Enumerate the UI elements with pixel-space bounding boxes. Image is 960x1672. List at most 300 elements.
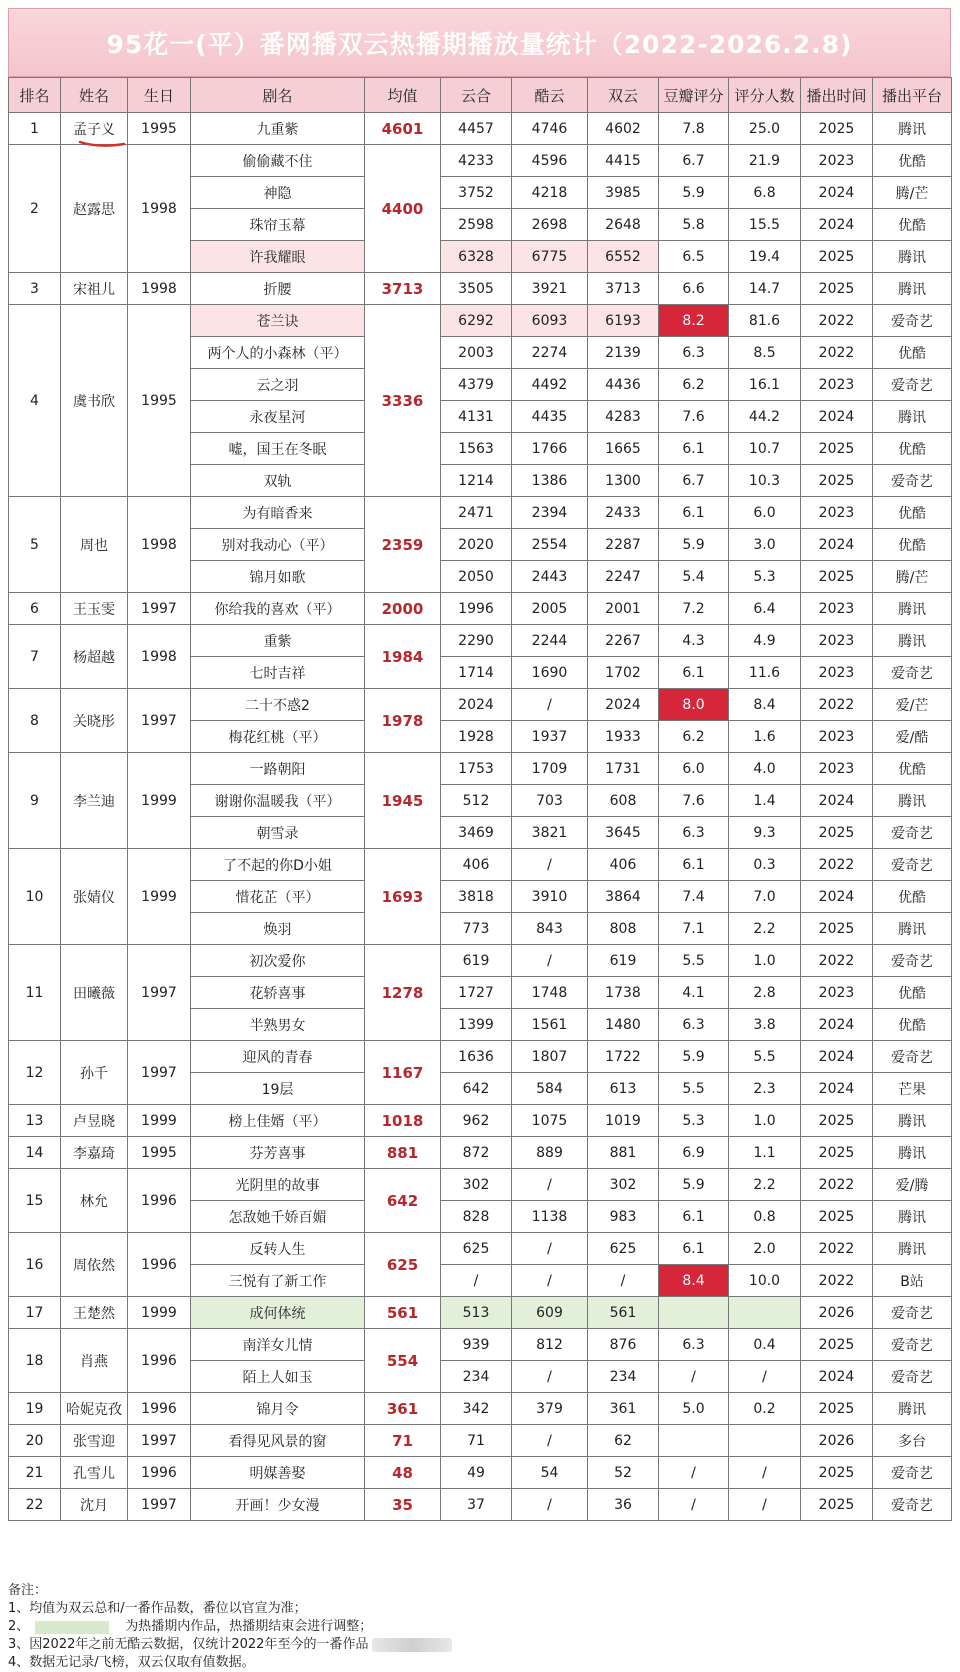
shuangyun-cell: 2001 bbox=[588, 593, 659, 625]
kuyun-cell: 1709 bbox=[512, 753, 588, 785]
kuyun-cell: 2443 bbox=[512, 561, 588, 593]
platform-cell: 优酷 bbox=[873, 497, 952, 529]
kuyun-cell: / bbox=[512, 849, 588, 881]
air-year-cell: 2025 bbox=[801, 433, 873, 465]
platform-cell: 爱奇艺 bbox=[873, 945, 952, 977]
shuangyun-cell: 1933 bbox=[588, 721, 659, 753]
douban-score-cell: 6.1 bbox=[659, 1201, 729, 1233]
drama-title-cell: 七时吉祥 bbox=[191, 657, 365, 689]
raters-cell: 5.5 bbox=[729, 1041, 801, 1073]
douban-score-cell: / bbox=[659, 1489, 729, 1521]
kuyun-cell: 4435 bbox=[512, 401, 588, 433]
average-cell: 71 bbox=[365, 1425, 441, 1457]
table-row bbox=[9, 305, 952, 337]
kuyun-cell: 2554 bbox=[512, 529, 588, 561]
kuyun-cell: 6093 bbox=[512, 305, 588, 337]
rank-cell: 1 bbox=[9, 113, 61, 145]
note-2-text: 为热播期内作品，热播期结束会进行调整； bbox=[125, 1619, 373, 1634]
douban-score-cell: 5.4 bbox=[659, 561, 729, 593]
kuyun-cell: / bbox=[512, 1361, 588, 1393]
douban-score-cell: 6.1 bbox=[659, 1233, 729, 1265]
douban-score-cell: 6.3 bbox=[659, 817, 729, 849]
average-cell: 881 bbox=[365, 1137, 441, 1169]
air-year-cell: 2024 bbox=[801, 785, 873, 817]
stats-sheet bbox=[8, 8, 951, 1670]
air-year-cell: 2025 bbox=[801, 1201, 873, 1233]
shuangyun-cell: 4415 bbox=[588, 145, 659, 177]
platform-cell: B站 bbox=[873, 1265, 952, 1297]
raters-cell: 14.7 bbox=[729, 273, 801, 305]
platform-cell: 爱奇艺 bbox=[873, 465, 952, 497]
air-year-cell: 2023 bbox=[801, 721, 873, 753]
header-name: 姓名 bbox=[61, 78, 128, 113]
shuangyun-cell: 406 bbox=[588, 849, 659, 881]
birth-year-cell: 1996 bbox=[128, 1393, 191, 1425]
rank-cell: 11 bbox=[9, 945, 61, 1041]
drama-title-cell: 偷偷藏不住 bbox=[191, 145, 365, 177]
air-year-cell: 2022 bbox=[801, 849, 873, 881]
platform-cell: 腾讯 bbox=[873, 1137, 952, 1169]
actress-name-cell: 孙千 bbox=[61, 1041, 128, 1105]
yunhe-cell: 1714 bbox=[441, 657, 512, 689]
drama-title-cell: 看得见风景的窗 bbox=[191, 1425, 365, 1457]
note-1: 1、均值为双云总和/一番作品数，番位以官宣为准； bbox=[8, 1601, 307, 1616]
header-raters: 评分人数 bbox=[729, 78, 801, 113]
raters-cell: 2.0 bbox=[729, 1233, 801, 1265]
kuyun-cell: 4492 bbox=[512, 369, 588, 401]
platform-cell: 爱奇艺 bbox=[873, 817, 952, 849]
birth-year-cell: 1996 bbox=[128, 1457, 191, 1489]
douban-score-cell: 6.7 bbox=[659, 145, 729, 177]
drama-title-cell: 梅花红桃（平） bbox=[191, 721, 365, 753]
shuangyun-cell: 3864 bbox=[588, 881, 659, 913]
yunhe-cell: 49 bbox=[441, 1457, 512, 1489]
raters-cell: 81.6 bbox=[729, 305, 801, 337]
actress-name-cell: 林允 bbox=[61, 1169, 128, 1233]
platform-cell: 优酷 bbox=[873, 1009, 952, 1041]
yunhe-cell: 406 bbox=[441, 849, 512, 881]
average-cell: 35 bbox=[365, 1489, 441, 1521]
shuangyun-cell: 613 bbox=[588, 1073, 659, 1105]
raters-cell: 6.8 bbox=[729, 177, 801, 209]
kuyun-cell: 1386 bbox=[512, 465, 588, 497]
drama-title-cell: 谢谢你温暖我（平） bbox=[191, 785, 365, 817]
rank-cell: 7 bbox=[9, 625, 61, 689]
douban-score-cell: 7.4 bbox=[659, 881, 729, 913]
air-year-cell: 2024 bbox=[801, 209, 873, 241]
douban-score-cell: 6.3 bbox=[659, 1329, 729, 1361]
yunhe-cell: 1563 bbox=[441, 433, 512, 465]
shuangyun-cell: 62 bbox=[588, 1425, 659, 1457]
air-year-cell: 2025 bbox=[801, 561, 873, 593]
shuangyun-cell: 876 bbox=[588, 1329, 659, 1361]
shuangyun-cell: 2024 bbox=[588, 689, 659, 721]
douban-score-cell: 5.9 bbox=[659, 177, 729, 209]
table-row bbox=[9, 753, 952, 785]
drama-title-cell: 二十不惑2 bbox=[191, 689, 365, 721]
raters-cell: 0.4 bbox=[729, 1329, 801, 1361]
drama-title-cell: 九重紫 bbox=[191, 113, 365, 145]
yunhe-cell: 512 bbox=[441, 785, 512, 817]
douban-score-cell: 8.4 bbox=[659, 1265, 729, 1297]
drama-title-cell: 陌上人如玉 bbox=[191, 1361, 365, 1393]
air-year-cell: 2022 bbox=[801, 305, 873, 337]
raters-cell: 3.8 bbox=[729, 1009, 801, 1041]
platform-cell: 腾/芒 bbox=[873, 177, 952, 209]
note-2-prefix: 2、 bbox=[8, 1619, 30, 1634]
douban-score-cell: 6.3 bbox=[659, 337, 729, 369]
air-year-cell: 2024 bbox=[801, 401, 873, 433]
raters-cell: 2.2 bbox=[729, 913, 801, 945]
douban-score-cell: 6.0 bbox=[659, 753, 729, 785]
kuyun-cell: 1138 bbox=[512, 1201, 588, 1233]
raters-cell: 10.7 bbox=[729, 433, 801, 465]
shuangyun-cell: 1722 bbox=[588, 1041, 659, 1073]
birth-year-cell: 1998 bbox=[128, 625, 191, 689]
shuangyun-cell: 2267 bbox=[588, 625, 659, 657]
kuyun-cell: 4596 bbox=[512, 145, 588, 177]
platform-cell: 多台 bbox=[873, 1425, 952, 1457]
drama-title-cell: 初次爱你 bbox=[191, 945, 365, 977]
rank-cell: 22 bbox=[9, 1489, 61, 1521]
air-year-cell: 2024 bbox=[801, 177, 873, 209]
kuyun-cell: / bbox=[512, 689, 588, 721]
rank-cell: 6 bbox=[9, 593, 61, 625]
air-year-cell: 2025 bbox=[801, 1105, 873, 1137]
kuyun-cell: 4746 bbox=[512, 113, 588, 145]
name-underline-mark bbox=[78, 136, 126, 150]
kuyun-cell: 379 bbox=[512, 1393, 588, 1425]
shuangyun-cell: 1702 bbox=[588, 657, 659, 689]
raters-cell: 2.8 bbox=[729, 977, 801, 1009]
air-year-cell: 2022 bbox=[801, 1233, 873, 1265]
platform-cell: 优酷 bbox=[873, 209, 952, 241]
raters-cell: / bbox=[729, 1361, 801, 1393]
table-row bbox=[9, 1105, 952, 1137]
platform-cell: 优酷 bbox=[873, 337, 952, 369]
shuangyun-cell: 2648 bbox=[588, 209, 659, 241]
birth-year-cell: 1995 bbox=[128, 113, 191, 145]
actress-name-cell: 孔雪儿 bbox=[61, 1457, 128, 1489]
raters-cell: 6.4 bbox=[729, 593, 801, 625]
kuyun-cell: / bbox=[512, 1425, 588, 1457]
shuangyun-cell: 2433 bbox=[588, 497, 659, 529]
drama-title-cell: 珠帘玉幕 bbox=[191, 209, 365, 241]
drama-title-cell: 锦月如歌 bbox=[191, 561, 365, 593]
yunhe-cell: 4233 bbox=[441, 145, 512, 177]
kuyun-cell: 609 bbox=[512, 1297, 588, 1329]
birth-year-cell: 1997 bbox=[128, 945, 191, 1041]
yunhe-cell: 962 bbox=[441, 1105, 512, 1137]
drama-title-cell: 榜上佳婿（平） bbox=[191, 1105, 365, 1137]
yunhe-cell: 342 bbox=[441, 1393, 512, 1425]
platform-cell: 爱/腾 bbox=[873, 1169, 952, 1201]
yunhe-cell: 828 bbox=[441, 1201, 512, 1233]
raters-cell: 9.3 bbox=[729, 817, 801, 849]
yunhe-cell: 2020 bbox=[441, 529, 512, 561]
air-year-cell: 2023 bbox=[801, 497, 873, 529]
average-cell: 1278 bbox=[365, 945, 441, 1041]
note-2 bbox=[8, 1618, 951, 1636]
raters-cell: 10.0 bbox=[729, 1265, 801, 1297]
douban-score-cell: 6.1 bbox=[659, 497, 729, 529]
air-year-cell: 2023 bbox=[801, 977, 873, 1009]
birth-year-cell: 1998 bbox=[128, 273, 191, 305]
kuyun-cell: 843 bbox=[512, 913, 588, 945]
watermark-blur bbox=[372, 1638, 452, 1652]
yunhe-cell: 773 bbox=[441, 913, 512, 945]
kuyun-cell: 3821 bbox=[512, 817, 588, 849]
rank-cell: 16 bbox=[9, 1233, 61, 1297]
raters-cell: 1.4 bbox=[729, 785, 801, 817]
douban-score-cell: 8.0 bbox=[659, 689, 729, 721]
drama-title-cell: 花轿喜事 bbox=[191, 977, 365, 1009]
rank-cell: 20 bbox=[9, 1425, 61, 1457]
raters-cell: 25.0 bbox=[729, 113, 801, 145]
drama-title-cell: 嘘，国王在冬眠 bbox=[191, 433, 365, 465]
drama-title-cell: 明媒善娶 bbox=[191, 1457, 365, 1489]
kuyun-cell: 3910 bbox=[512, 881, 588, 913]
shuangyun-cell: 2287 bbox=[588, 529, 659, 561]
birth-year-cell: 1996 bbox=[128, 1233, 191, 1297]
air-year-cell: 2025 bbox=[801, 913, 873, 945]
average-cell: 1693 bbox=[365, 849, 441, 945]
birth-year-cell: 1997 bbox=[128, 1041, 191, 1105]
rank-cell: 5 bbox=[9, 497, 61, 593]
rank-cell: 17 bbox=[9, 1297, 61, 1329]
average-cell: 1945 bbox=[365, 753, 441, 849]
rank-cell: 14 bbox=[9, 1137, 61, 1169]
table-row bbox=[9, 1393, 952, 1425]
platform-cell: 爱奇艺 bbox=[873, 1457, 952, 1489]
table-row bbox=[9, 1457, 952, 1489]
actress-name-cell: 张雪迎 bbox=[61, 1425, 128, 1457]
platform-cell: 爱奇艺 bbox=[873, 369, 952, 401]
kuyun-cell: 6775 bbox=[512, 241, 588, 273]
air-year-cell: 2026 bbox=[801, 1425, 873, 1457]
average-cell: 4400 bbox=[365, 145, 441, 273]
platform-cell: 爱奇艺 bbox=[873, 657, 952, 689]
actress-name-cell: 田曦薇 bbox=[61, 945, 128, 1041]
platform-cell: 腾讯 bbox=[873, 401, 952, 433]
douban-score-cell: 5.9 bbox=[659, 529, 729, 561]
actress-name-cell: 张婧仪 bbox=[61, 849, 128, 945]
shuangyun-cell: 1731 bbox=[588, 753, 659, 785]
drama-title-cell: 芬芳喜事 bbox=[191, 1137, 365, 1169]
raters-cell: 5.3 bbox=[729, 561, 801, 593]
notes-section bbox=[8, 1582, 951, 1672]
platform-cell: 优酷 bbox=[873, 529, 952, 561]
table-row bbox=[9, 113, 952, 145]
platform-cell: 腾讯 bbox=[873, 1393, 952, 1425]
shuangyun-cell: 3985 bbox=[588, 177, 659, 209]
douban-score-cell bbox=[659, 1425, 729, 1457]
douban-score-cell: 6.9 bbox=[659, 1137, 729, 1169]
drama-title-cell: 苍兰诀 bbox=[191, 305, 365, 337]
yunhe-cell: 4379 bbox=[441, 369, 512, 401]
average-cell: 48 bbox=[365, 1457, 441, 1489]
shuangyun-cell: 52 bbox=[588, 1457, 659, 1489]
air-year-cell: 2023 bbox=[801, 657, 873, 689]
air-year-cell: 2025 bbox=[801, 273, 873, 305]
drama-title-cell: 两个人的小森林（平） bbox=[191, 337, 365, 369]
rank-cell: 18 bbox=[9, 1329, 61, 1393]
drama-title-cell: 三悦有了新工作 bbox=[191, 1265, 365, 1297]
average-cell: 4601 bbox=[365, 113, 441, 145]
rank-cell: 12 bbox=[9, 1041, 61, 1105]
raters-cell: / bbox=[729, 1489, 801, 1521]
air-year-cell: 2022 bbox=[801, 337, 873, 369]
douban-score-cell: 6.2 bbox=[659, 369, 729, 401]
kuyun-cell: 1748 bbox=[512, 977, 588, 1009]
douban-score-cell: 7.1 bbox=[659, 913, 729, 945]
air-year-cell: 2025 bbox=[801, 1329, 873, 1361]
air-year-cell: 2024 bbox=[801, 529, 873, 561]
table-row bbox=[9, 593, 952, 625]
table-row bbox=[9, 625, 952, 657]
raters-cell: 0.3 bbox=[729, 849, 801, 881]
shuangyun-cell: 2247 bbox=[588, 561, 659, 593]
raters-cell: 1.0 bbox=[729, 945, 801, 977]
header-rank: 排名 bbox=[9, 78, 61, 113]
shuangyun-cell: 808 bbox=[588, 913, 659, 945]
douban-score-cell: 6.3 bbox=[659, 1009, 729, 1041]
yunhe-cell: 2003 bbox=[441, 337, 512, 369]
kuyun-cell: 1937 bbox=[512, 721, 588, 753]
platform-cell: 爱奇艺 bbox=[873, 1041, 952, 1073]
birth-year-cell: 1997 bbox=[128, 1425, 191, 1457]
shuangyun-cell: 608 bbox=[588, 785, 659, 817]
birth-year-cell: 1998 bbox=[128, 145, 191, 273]
raters-cell: 6.0 bbox=[729, 497, 801, 529]
raters-cell: 2.2 bbox=[729, 1169, 801, 1201]
air-year-cell: 2024 bbox=[801, 1073, 873, 1105]
average-cell: 1984 bbox=[365, 625, 441, 689]
birth-year-cell: 1995 bbox=[128, 305, 191, 497]
shuangyun-cell: 1738 bbox=[588, 977, 659, 1009]
yunhe-cell: 3818 bbox=[441, 881, 512, 913]
rank-cell: 15 bbox=[9, 1169, 61, 1233]
drama-title-cell: 半熟男女 bbox=[191, 1009, 365, 1041]
yunhe-cell: 6292 bbox=[441, 305, 512, 337]
rank-cell: 9 bbox=[9, 753, 61, 849]
actress-name-cell: 沈月 bbox=[61, 1489, 128, 1521]
yunhe-cell: 6328 bbox=[441, 241, 512, 273]
yunhe-cell: 71 bbox=[441, 1425, 512, 1457]
birth-year-cell: 1997 bbox=[128, 689, 191, 753]
header-air-year: 播出时间 bbox=[801, 78, 873, 113]
drama-title-cell: 迎风的青春 bbox=[191, 1041, 365, 1073]
kuyun-cell: 584 bbox=[512, 1073, 588, 1105]
yunhe-cell: 1928 bbox=[441, 721, 512, 753]
actress-name-cell: 虞书欣 bbox=[61, 305, 128, 497]
shuangyun-cell: 619 bbox=[588, 945, 659, 977]
raters-cell bbox=[729, 1425, 801, 1457]
douban-score-cell: 7.8 bbox=[659, 113, 729, 145]
platform-cell: 腾/芒 bbox=[873, 561, 952, 593]
yunhe-cell: 234 bbox=[441, 1361, 512, 1393]
platform-cell: 腾讯 bbox=[873, 913, 952, 945]
shuangyun-cell: 1300 bbox=[588, 465, 659, 497]
air-year-cell: 2023 bbox=[801, 369, 873, 401]
air-year-cell: 2024 bbox=[801, 1361, 873, 1393]
drama-title-cell: 折腰 bbox=[191, 273, 365, 305]
actress-name-cell: 哈妮克孜 bbox=[61, 1393, 128, 1425]
kuyun-cell: 2274 bbox=[512, 337, 588, 369]
birth-year-cell: 1997 bbox=[128, 1489, 191, 1521]
air-year-cell: 2022 bbox=[801, 1265, 873, 1297]
douban-score-cell bbox=[659, 1297, 729, 1329]
douban-score-cell: 5.0 bbox=[659, 1393, 729, 1425]
table-row bbox=[9, 1297, 952, 1329]
drama-title-cell: 神隐 bbox=[191, 177, 365, 209]
yunhe-cell: 2050 bbox=[441, 561, 512, 593]
platform-cell: 腾讯 bbox=[873, 1105, 952, 1137]
table-row bbox=[9, 1489, 952, 1521]
actress-name-cell: 宋祖儿 bbox=[61, 273, 128, 305]
air-year-cell: 2024 bbox=[801, 1041, 873, 1073]
shuangyun-cell: 1665 bbox=[588, 433, 659, 465]
air-year-cell: 2023 bbox=[801, 625, 873, 657]
platform-cell: 优酷 bbox=[873, 977, 952, 1009]
actress-name-cell: 李嘉琦 bbox=[61, 1137, 128, 1169]
average-cell: 561 bbox=[365, 1297, 441, 1329]
rank-cell: 8 bbox=[9, 689, 61, 753]
birth-year-cell: 1996 bbox=[128, 1169, 191, 1233]
shuangyun-cell: 3713 bbox=[588, 273, 659, 305]
platform-cell: 优酷 bbox=[873, 753, 952, 785]
kuyun-cell: 2698 bbox=[512, 209, 588, 241]
yunhe-cell: 37 bbox=[441, 1489, 512, 1521]
shuangyun-cell: 1019 bbox=[588, 1105, 659, 1137]
kuyun-cell: 1807 bbox=[512, 1041, 588, 1073]
actress-name-cell: 关晓彤 bbox=[61, 689, 128, 753]
douban-score-cell: 5.3 bbox=[659, 1105, 729, 1137]
birth-year-cell: 1999 bbox=[128, 1297, 191, 1329]
raters-cell: 1.6 bbox=[729, 721, 801, 753]
kuyun-cell: 54 bbox=[512, 1457, 588, 1489]
actress-name-cell: 李兰迪 bbox=[61, 753, 128, 849]
platform-cell: 爱奇艺 bbox=[873, 305, 952, 337]
shuangyun-cell: 1480 bbox=[588, 1009, 659, 1041]
yunhe-cell: 2024 bbox=[441, 689, 512, 721]
kuyun-cell: 2244 bbox=[512, 625, 588, 657]
raters-cell: 15.5 bbox=[729, 209, 801, 241]
air-year-cell: 2025 bbox=[801, 817, 873, 849]
platform-cell: 腾讯 bbox=[873, 785, 952, 817]
yunhe-cell: 872 bbox=[441, 1137, 512, 1169]
yunhe-cell: 1636 bbox=[441, 1041, 512, 1073]
air-year-cell: 2026 bbox=[801, 1297, 873, 1329]
air-year-cell: 2023 bbox=[801, 145, 873, 177]
header-drama: 剧名 bbox=[191, 78, 365, 113]
drama-title-cell: 为有暗香来 bbox=[191, 497, 365, 529]
yunhe-cell: 625 bbox=[441, 1233, 512, 1265]
drama-title-cell: 光阴里的故事 bbox=[191, 1169, 365, 1201]
average-cell: 1978 bbox=[365, 689, 441, 753]
air-year-cell: 2022 bbox=[801, 689, 873, 721]
yunhe-cell: 2598 bbox=[441, 209, 512, 241]
raters-cell: / bbox=[729, 1457, 801, 1489]
table-row bbox=[9, 145, 952, 177]
platform-cell: 爱/酷 bbox=[873, 721, 952, 753]
shuangyun-cell: 234 bbox=[588, 1361, 659, 1393]
green-legend-swatch bbox=[35, 1621, 109, 1634]
platform-cell: 腾讯 bbox=[873, 1201, 952, 1233]
platform-cell: 爱奇艺 bbox=[873, 1489, 952, 1521]
average-cell: 2359 bbox=[365, 497, 441, 593]
average-cell: 625 bbox=[365, 1233, 441, 1297]
